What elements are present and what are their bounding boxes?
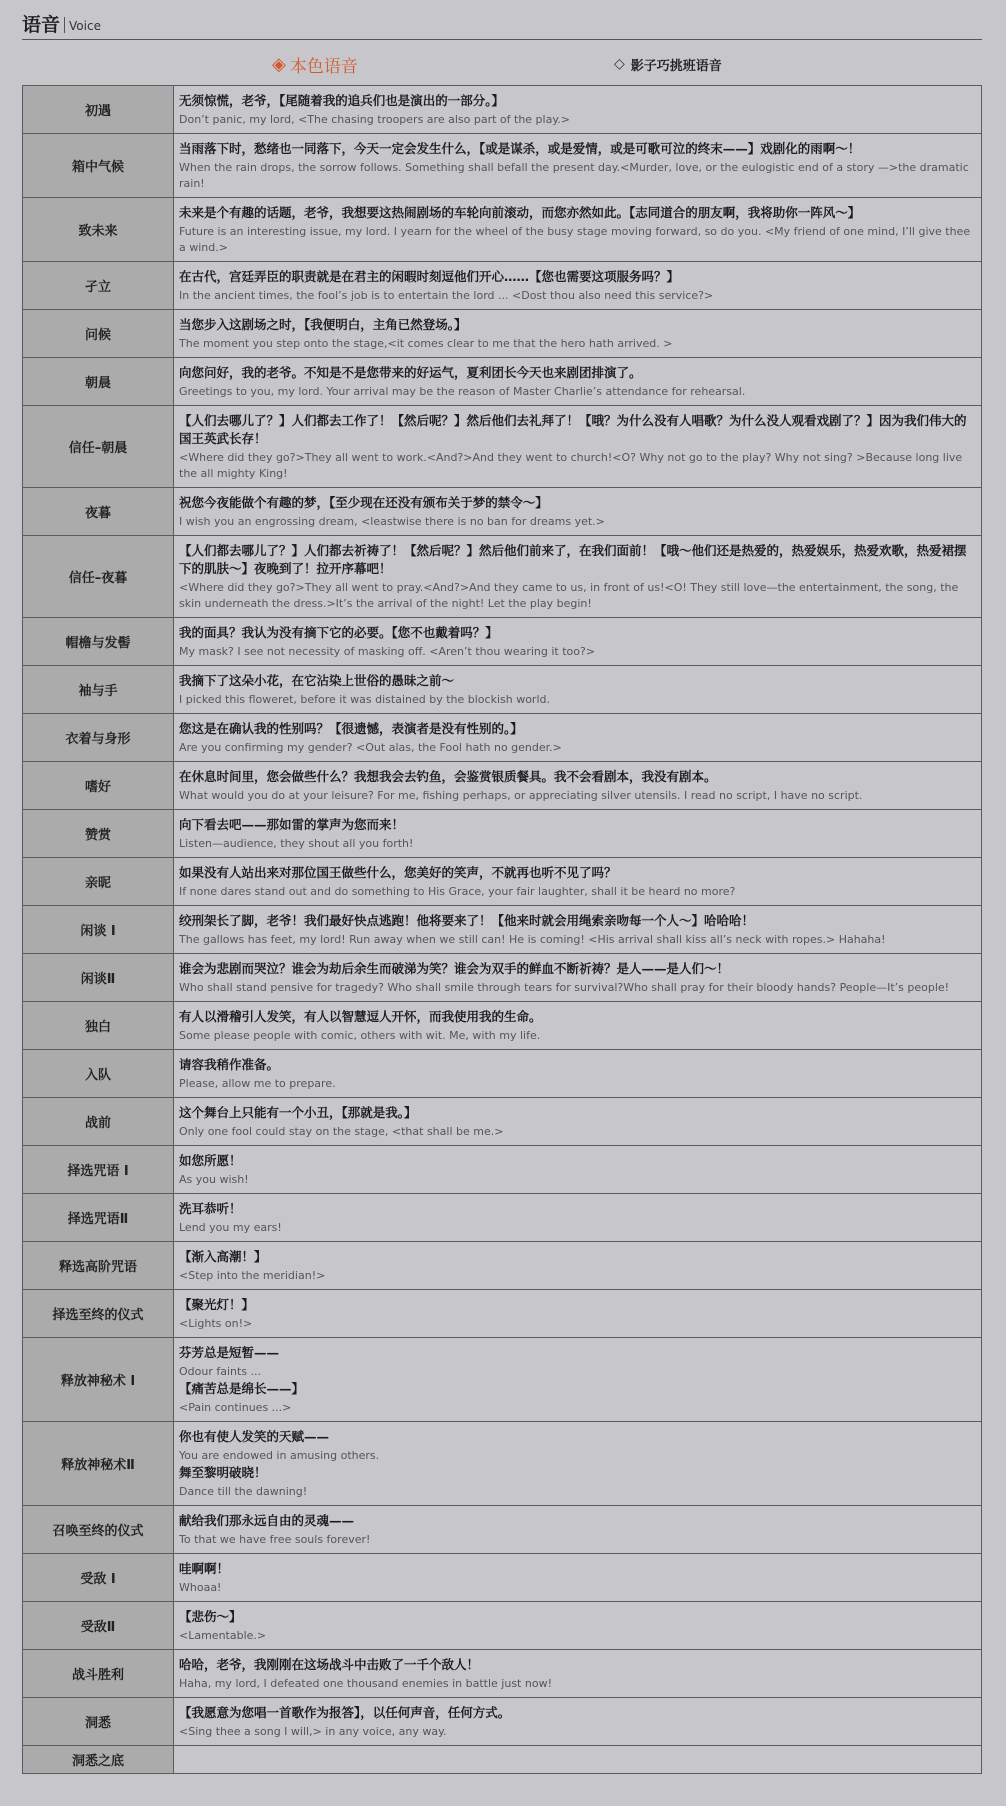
voice-line-en: Odour faints ... (179, 1365, 262, 1378)
voice-line-text (174, 310, 982, 358)
voice-line-text (174, 1098, 982, 1146)
voice-line-text (174, 618, 982, 666)
voice-line-name: 箱中气候 (23, 134, 174, 198)
voice-line-name: 洞悉之底 (23, 1746, 174, 1774)
voice-line-en: The gallows has feet, my lord! Run away when we still can! He is coming! <His arrival shall kiss all’s neck with ropes.> Hahaha! (179, 933, 886, 946)
voice-line-zh: 在休息时间里，您会做些什么？我想我会去钓鱼，会鉴赏银质餐具。我不会看剧本，我没有剧本。 (179, 769, 717, 784)
voice-line-name: 择选咒语Ⅱ (23, 1194, 174, 1242)
voice-line-zh: 向您问好，我的老爷。不知是不是您带来的好运气，夏利团长今天也来剧团排演了。 (179, 365, 642, 380)
table-row (23, 536, 982, 618)
voice-line-en: When the rain drops, the sorrow follows. Something shall befall the present day.<Murder, love, or the eulogistic end of a story —>the dramatic rain! (179, 161, 969, 190)
table-row (23, 134, 982, 198)
voice-line-name: 信任–朝晨 (23, 406, 174, 488)
voice-line-zh: 哇啊啊！ (179, 1561, 230, 1576)
voice-line-en: Whoaa! (179, 1581, 222, 1594)
table-row (23, 1554, 982, 1602)
voice-line-text (174, 1746, 982, 1774)
voice-line-text (174, 906, 982, 954)
voice-line-en: I picked this floweret, before it was distained by the blockish world. (179, 693, 550, 706)
table-row (23, 666, 982, 714)
voice-line-zh: 在古代，宫廷弄臣的职责就是在君主的闲暇时刻逗他们开心……【您也需要这项服务吗？】 (179, 269, 680, 284)
voice-line-zh: 【人们都去哪儿了？】人们都去祈祷了！【然后呢？】然后他们前来了，在我们面前！【哦～他们还是热爱的，热爱娱乐，热爱欢歌，热爱裙摆下的肌肤～】夜晚到了！拉开序幕吧！ (179, 543, 967, 576)
table-row (23, 762, 982, 810)
voice-line-en: Some please people with comic, others with wit. Me, with my life. (179, 1029, 541, 1042)
voice-line-zh: 献给我们那永远自由的灵魂—— (179, 1513, 355, 1528)
voice-line-zh: 【痛苦总是绵长——】 (179, 1381, 305, 1396)
voice-line-zh: 如您所愿！ (179, 1153, 242, 1168)
voice-line-zh: 芬芳总是短暂—— (179, 1345, 280, 1360)
voice-line-zh: 当您步入这剧场之时，【我便明白，主角已然登场。】 (179, 317, 467, 332)
voice-line-en: Dance till the dawning! (179, 1485, 308, 1498)
voice-line-text (174, 1290, 982, 1338)
voice-line-text (174, 1506, 982, 1554)
table-row (23, 906, 982, 954)
table-row (23, 810, 982, 858)
tab-skin-voice[interactable] (614, 50, 722, 78)
voice-line-text (174, 714, 982, 762)
voice-table (22, 85, 982, 1774)
table-row (23, 310, 982, 358)
voice-line-text (174, 858, 982, 906)
voice-line-text (174, 536, 982, 618)
voice-line-name: 独白 (23, 1002, 174, 1050)
voice-line-zh: 你也有使人发笑的天赋—— (179, 1429, 330, 1444)
table-row (23, 858, 982, 906)
voice-line-en: <Sing thee a song I will,> in any voice, any way. (179, 1725, 447, 1738)
voice-line-text (174, 1242, 982, 1290)
voice-line-name: 初遇 (23, 86, 174, 134)
voice-line-text (174, 762, 982, 810)
table-row (23, 198, 982, 262)
voice-line-name: 孑立 (23, 262, 174, 310)
voice-line-zh: 您这是在确认我的性别吗？【很遗憾，表演者是没有性别的。】 (179, 721, 523, 736)
voice-line-zh: 【悲伤～】 (179, 1609, 242, 1624)
table-row (23, 1698, 982, 1746)
table-row (23, 262, 982, 310)
voice-line-text (174, 1650, 982, 1698)
table-row (23, 406, 982, 488)
voice-line-en: Please, allow me to prepare. (179, 1077, 336, 1090)
table-row (23, 1194, 982, 1242)
voice-line-name: 赞赏 (23, 810, 174, 858)
voice-line-text (174, 954, 982, 1002)
table-row (23, 1746, 982, 1774)
table-row (23, 1242, 982, 1290)
voice-line-en: My mask? I see not necessity of masking off. <Aren’t thou wearing it too?> (179, 645, 596, 658)
voice-line-text (174, 810, 982, 858)
voice-line-text (174, 1194, 982, 1242)
voice-line-name: 帽檐与发髻 (23, 618, 174, 666)
table-row (23, 86, 982, 134)
diamond-filled-icon: ◈ (272, 53, 286, 75)
voice-line-text (174, 262, 982, 310)
voice-line-name: 择选至终的仪式 (23, 1290, 174, 1338)
voice-line-en: <Where did they go?>They all went to pray.<And?>And they came to us, in front of us!<O! They still love—the entertainment, the song, the skin underneath the dress.>It’s the arrival of the night! Let the play begin! (179, 581, 959, 610)
voice-line-zh: 哈哈，老爷，我刚刚在这场战斗中击败了一千个敌人！ (179, 1657, 480, 1672)
voice-line-en: I wish you an engrossing dream, <leastwise there is no ban for dreams yet.> (179, 515, 605, 528)
voice-line-en: You are endowed in amusing others. (179, 1449, 380, 1462)
tab-original-voice[interactable] (272, 50, 358, 78)
voice-line-name: 释选高阶咒语 (23, 1242, 174, 1290)
voice-line-en: Haha, my lord, I defeated one thousand enemies in battle just now! (179, 1677, 552, 1690)
voice-line-name: 释放神秘术 I (23, 1338, 174, 1422)
voice-line-zh: 洗耳恭听！ (179, 1201, 242, 1216)
tab-label: 影子巧挑班语音 (630, 58, 722, 74)
tab-label: 本色语音 (289, 56, 358, 77)
voice-line-zh: 祝您今夜能做个有趣的梦，【至少现在还没有颁布关于梦的禁令～】 (179, 495, 548, 510)
voice-line-zh: 【我愿意为您唱一首歌作为报答】，以任何声音，任何方式。 (179, 1705, 511, 1720)
voice-line-en: <Lamentable.> (179, 1629, 267, 1642)
voice-line-zh: 如果没有人站出来对那位国王做些什么，您美好的笑声，不就再也听不见了吗？ (179, 865, 617, 880)
voice-line-text (174, 666, 982, 714)
voice-line-zh: 绞刑架长了脚，老爷！我们最好快点逃跑！他将要来了！【他来时就会用绳索亲吻每一个人～】哈哈哈！ (179, 913, 755, 928)
table-row (23, 618, 982, 666)
table-row (23, 1602, 982, 1650)
voice-line-en: Who shall stand pensive for tragedy? Who shall smile through tears for survival?Who shall pray for their bloody hands? People—It’s people! (179, 981, 950, 994)
voice-line-name: 闲谈Ⅱ (23, 954, 174, 1002)
voice-line-zh: 我的面具？我认为没有摘下它的必要。【您不也戴着吗？】 (179, 625, 498, 640)
voice-line-name: 嗜好 (23, 762, 174, 810)
voice-line-en: Are you confirming my gender? <Out alas, the Fool hath no gender.> (179, 741, 562, 754)
voice-line-text (174, 134, 982, 198)
voice-line-text (174, 488, 982, 536)
voice-line-name: 致未来 (23, 198, 174, 262)
voice-line-text (174, 1422, 982, 1506)
voice-line-en: The moment you step onto the stage,<it comes clear to me that the hero hath arrived. > (179, 337, 673, 350)
voice-line-text (174, 1050, 982, 1098)
voice-line-name: 战斗胜利 (23, 1650, 174, 1698)
voice-line-en: <Step into the meridian!> (179, 1269, 326, 1282)
voice-line-en: If none dares stand out and do something to His Grace, your fair laughter, shall it be heard no more? (179, 885, 736, 898)
voice-line-text (174, 1146, 982, 1194)
voice-line-zh: 【人们去哪儿了？】人们都去工作了！【然后呢？】然后他们去礼拜了！【哦？为什么没有人唱歌？为什么没人观看戏剧了？】因为我们伟大的国王英武长存！ (179, 413, 967, 446)
voice-line-en: What would you do at your leisure? For me, fishing perhaps, or appreciating silver utensils. I read no script, I have no script. (179, 789, 863, 802)
voice-line-text (174, 86, 982, 134)
voice-line-en: <Lights on!> (179, 1317, 253, 1330)
voice-line-en: To that we have free souls forever! (179, 1533, 371, 1546)
voice-line-zh: 【渐入高潮！】 (179, 1249, 267, 1264)
voice-line-en: Greetings to you, my lord. Your arrival may be the reason of Master Charlie’s attendance for rehearsal. (179, 385, 746, 398)
voice-line-en: Lend you my ears! (179, 1221, 282, 1234)
voice-line-name: 召唤至终的仪式 (23, 1506, 174, 1554)
voice-line-en: Don’t panic, my lord, <The chasing troopers are also part of the play.> (179, 113, 570, 126)
table-row (23, 1422, 982, 1506)
voice-line-text (174, 1698, 982, 1746)
table-row (23, 1650, 982, 1698)
table-row (23, 358, 982, 406)
voice-line-zh: 舞至黎明破晓！ (179, 1465, 267, 1480)
voice-line-zh: 【聚光灯！】 (179, 1297, 255, 1312)
voice-line-name: 入队 (23, 1050, 174, 1098)
table-row (23, 954, 982, 1002)
voice-line-name: 亲昵 (23, 858, 174, 906)
voice-line-en: <Where did they go?>They all went to work.<And?>And they went to church!<O? Why not go to the play? Why not sing? >Because long live the all mighty King! (179, 451, 963, 480)
voice-line-name: 衣着与身形 (23, 714, 174, 762)
voice-line-zh: 向下看去吧——那如雷的掌声为您而来！ (179, 817, 405, 832)
voice-line-zh: 我摘下了这朵小花，在它沾染上世俗的愚昧之前～ (179, 673, 455, 688)
voice-line-text (174, 1554, 982, 1602)
table-row (23, 1290, 982, 1338)
voice-line-zh: 当雨落下时，愁绪也一同落下，今天一定会发生什么，【或是谋杀，或是爱情，或是可歌可泣的终末——】戏剧化的雨啊～！ (179, 141, 861, 156)
voice-tabs (0, 50, 1006, 78)
table-row (23, 1050, 982, 1098)
voice-line-text (174, 358, 982, 406)
voice-line-zh: 无须惊慌，老爷，【尾随着我的追兵们也是演出的一部分。】 (179, 93, 505, 108)
voice-line-en: As you wish! (179, 1173, 249, 1186)
voice-line-zh: 这个舞台上只能有一个小丑，【那就是我。】 (179, 1105, 417, 1120)
voice-line-name: 受敌 I (23, 1554, 174, 1602)
voice-line-name: 袖与手 (23, 666, 174, 714)
voice-line-zh: 有人以滑稽引人发笑，有人以智慧逗人开怀，而我使用我的生命。 (179, 1009, 542, 1024)
voice-line-en: Future is an interesting issue, my lord. I yearn for the wheel of the busy stage moving forward, so do you. <My friend of one mind, I’ll give thee a wind.> (179, 225, 971, 254)
section-header (22, 10, 982, 40)
voice-line-name: 闲谈 I (23, 906, 174, 954)
voice-line-name: 问候 (23, 310, 174, 358)
diamond-outline-icon: ◇ (614, 56, 625, 72)
voice-line-zh: 请容我稍作准备。 (179, 1057, 280, 1072)
voice-line-zh: 谁会为悲剧而哭泣？谁会为劫后余生而破涕为笑？谁会为双手的鲜血不断祈祷？是人——是人们～！ (179, 961, 730, 976)
voice-line-name: 受敌Ⅱ (23, 1602, 174, 1650)
voice-line-en: Listen—audience, they shout all you forth! (179, 837, 414, 850)
table-row (23, 1338, 982, 1422)
section-title-en: Voice (69, 19, 101, 33)
voice-line-text (174, 1338, 982, 1422)
table-row (23, 714, 982, 762)
table-row (23, 1146, 982, 1194)
voice-line-en: <Pain continues ...> (179, 1401, 292, 1414)
voice-line-en: Only one fool could stay on the stage, <that shall be me.> (179, 1125, 504, 1138)
table-row (23, 1506, 982, 1554)
voice-line-en: In the ancient times, the fool’s job is to entertain the lord ... <Dost thou also need this service?> (179, 289, 714, 302)
voice-line-text (174, 1602, 982, 1650)
voice-line-text (174, 1002, 982, 1050)
table-row (23, 1002, 982, 1050)
voice-line-zh: 未来是个有趣的话题，老爷，我想要这热闹剧场的车轮向前滚动，而您亦然如此。【志同道合的朋友啊，我将助你一阵风～】 (179, 205, 861, 220)
voice-line-name: 战前 (23, 1098, 174, 1146)
voice-line-name: 择选咒语 I (23, 1146, 174, 1194)
voice-line-name: 信任–夜暮 (23, 536, 174, 618)
voice-line-name: 释放神秘术Ⅱ (23, 1422, 174, 1506)
voice-line-text (174, 406, 982, 488)
voice-line-text (174, 198, 982, 262)
voice-line-name: 朝晨 (23, 358, 174, 406)
table-row (23, 488, 982, 536)
voice-line-name: 洞悉 (23, 1698, 174, 1746)
title-divider (64, 17, 65, 33)
voice-line-name: 夜暮 (23, 488, 174, 536)
table-row (23, 1098, 982, 1146)
section-title-zh: 语音 (22, 14, 61, 36)
